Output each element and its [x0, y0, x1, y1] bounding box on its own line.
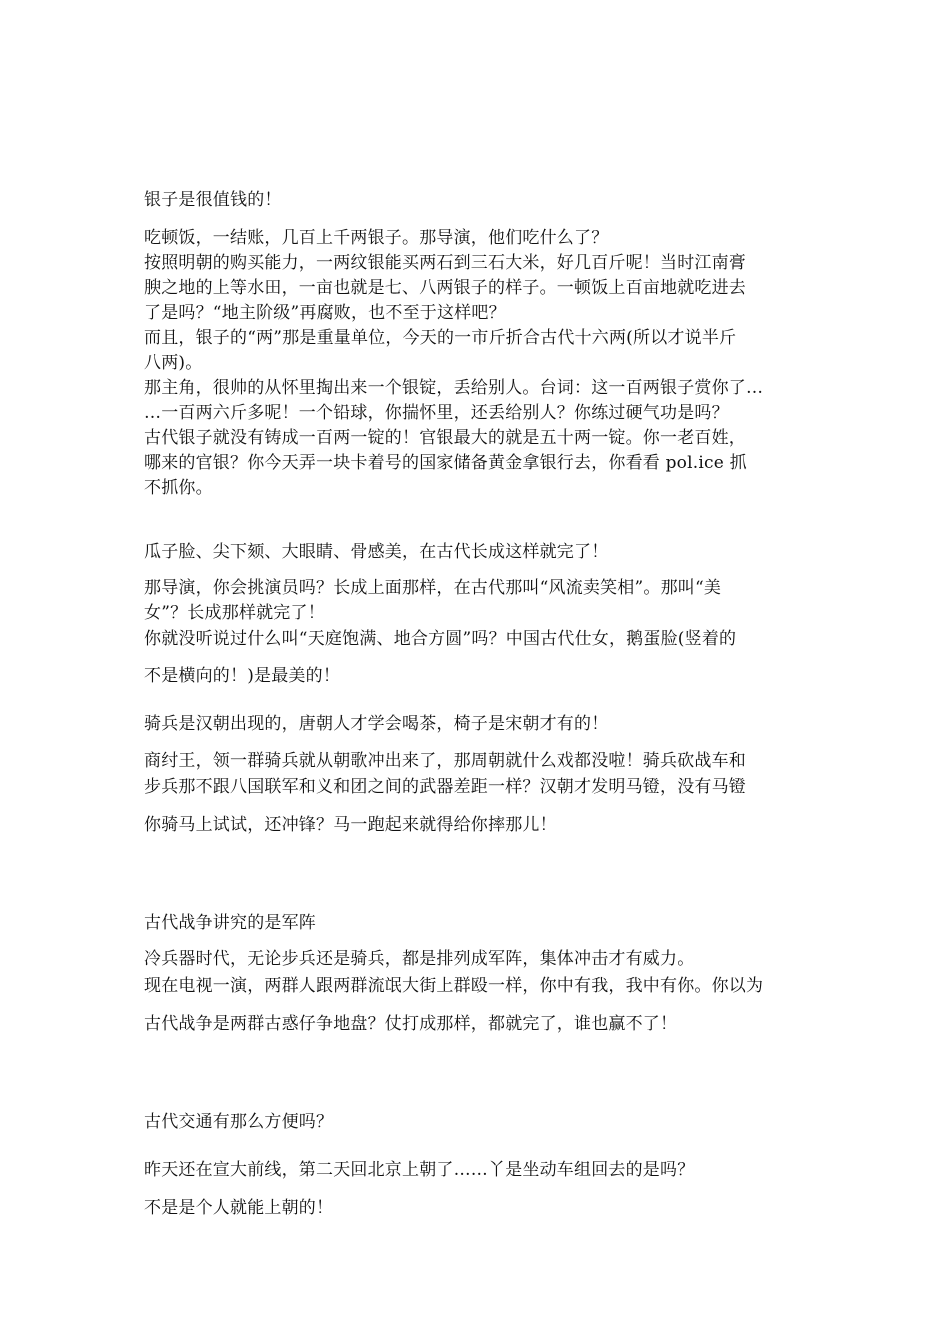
paragraph-line: 不是横向的！)是最美的！: [144, 666, 341, 686]
section-heading: 骑兵是汉朝出现的，唐朝人才学会喝茶，椅子是宋朝才有的！: [144, 714, 609, 734]
paragraph-line: 步兵那不跟八国联军和义和团之间的武器差距一样？汉朝才发明马镫，没有马镫: [144, 777, 746, 797]
paragraph-line: 吃顿饭，一结账，几百上千两银子。那导演，他们吃什么了？: [144, 228, 609, 248]
paragraph-line: 按照明朝的购买能力，一两纹银能买两石到三石大米，好几百斤呢！当时江南膏: [144, 253, 746, 273]
paragraph-line: …一百两六斤多呢！一个铅球，你揣怀里，还丢给别人？你练过硬气功是吗？: [144, 403, 729, 423]
paragraph-line: 古代银子就没有铸成一百两一锭的！官银最大的就是五十两一锭。你一老百姓，: [144, 428, 746, 448]
paragraph-line: 腴之地的上等水田，一亩也就是七、八两银子的样子。一顿饭上百亩地就吃进去: [144, 278, 746, 298]
paragraph-line: 古代战争是两群古惑仔争地盘？仗打成那样，都就完了，谁也赢不了！: [144, 1014, 678, 1034]
paragraph-line: 那主角，很帅的从怀里掏出来一个银锭，丢给别人。台词：这一百两银子赏你了…: [144, 378, 764, 398]
paragraph-line: 冷兵器时代，无论步兵还是骑兵，都是排列成军阵，集体冲击才有威力。: [144, 949, 695, 969]
paragraph-line: 你骑马上试试，还冲锋？马一跑起来就得给你摔那儿！: [144, 815, 557, 835]
section-heading: 古代战争讲究的是军阵: [144, 913, 316, 933]
paragraph-line: 哪来的官银？你今天弄一块卡着号的国家储备黄金拿银行去，你看看 pol.ice 抓: [144, 453, 747, 473]
paragraph-line: 你就没听说过什么叫“天庭饱满、地合方圆”吗？中国古代仕女，鹅蛋脸(竖着的: [144, 629, 737, 649]
section-heading: 银子是很值钱的！: [144, 190, 282, 210]
paragraph-line: 八两)。: [144, 353, 203, 373]
paragraph-line: 女”？长成那样就完了！: [144, 603, 325, 623]
section-heading: 古代交通有那么方便吗？: [144, 1112, 334, 1132]
paragraph-line: 不抓你。: [144, 478, 213, 498]
paragraph-line: 昨天还在宣大前线，第二天回北京上朝了……丫是坐动车组回去的是吗？: [144, 1160, 695, 1180]
paragraph-line: 了是吗？“地主阶级”再腐败，也不至于这样吧？: [144, 303, 506, 323]
paragraph-line: 商纣王，领一群骑兵就从朝歌冲出来了，那周朝就什么戏都没啦！骑兵砍战车和: [144, 751, 746, 771]
paragraph-line: 不是是个人就能上朝的！: [144, 1198, 334, 1218]
paragraph-line: 那导演，你会挑演员吗？长成上面那样，在古代那叫“风流卖笑相”。那叫“美: [144, 578, 722, 598]
paragraph-line: 而且，银子的“两”那是重量单位，今天的一市斤折合古代十六两(所以才说半斤: [144, 328, 737, 348]
section-heading: 瓜子脸、尖下颏、大眼睛、骨感美，在古代长成这样就完了！: [144, 542, 609, 562]
paragraph-line: 现在电视一演，两群人跟两群流氓大街上群殴一样，你中有我，我中有你。你以为: [144, 976, 764, 996]
